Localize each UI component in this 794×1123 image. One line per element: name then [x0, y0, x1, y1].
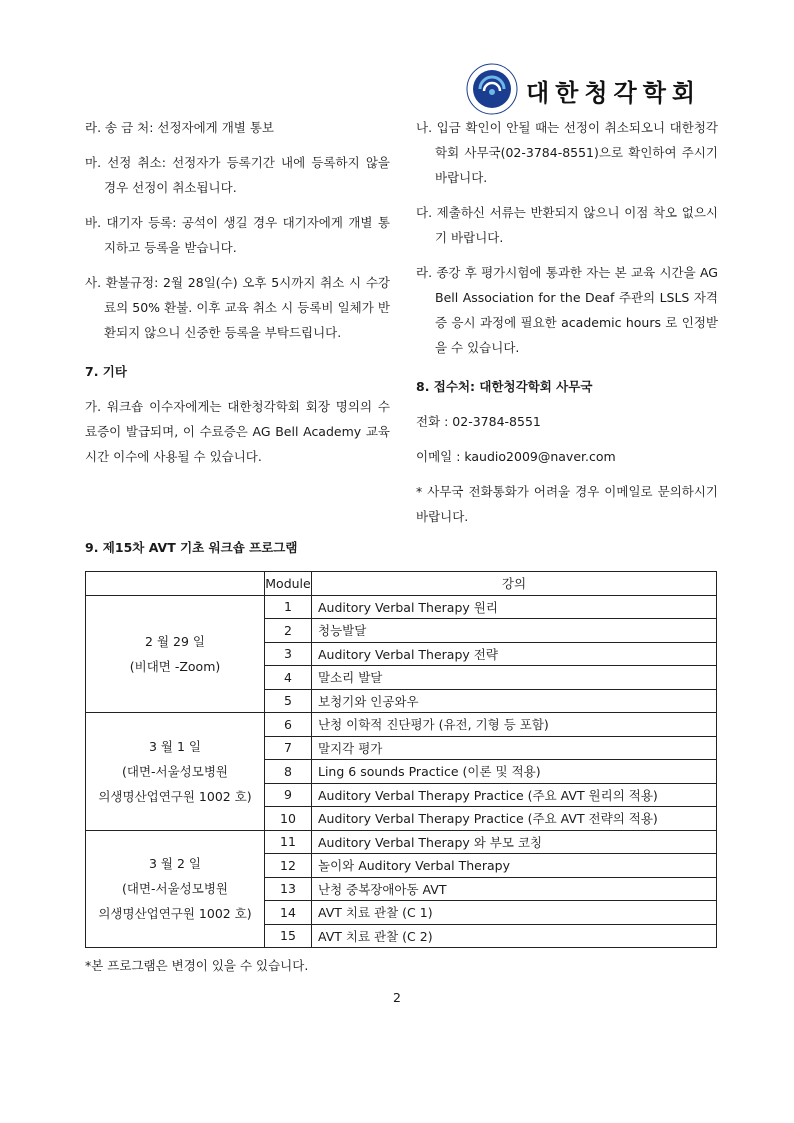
module-number: 6: [265, 713, 312, 737]
lecture-title: 말소리 발달: [312, 666, 717, 690]
lecture-title: AVT 치료 관찰 (C 1): [312, 901, 717, 925]
date-day3-line1: 3 월 2 일: [149, 856, 201, 872]
header-lecture: 강의: [312, 572, 717, 596]
date-cell-day2: [86, 713, 265, 831]
item-ba-waitlist: 바. 대기자 등록: 공석이 생길 경우 대기자에게 개별 통지하고 등록을 받습니다.: [85, 215, 390, 255]
date-day3-line2: (대면-서울성모병원: [122, 881, 228, 897]
item-na-deposit: 나. 입금 확인이 안될 때는 선정이 취소되오니 대한청각학회 사무국(02-3784-8551)으로 확인하여 주시기 바랍니다.: [416, 120, 718, 185]
module-number: 10: [265, 807, 312, 831]
date-day3-line3: 의생명산업연구원 1002 호): [98, 906, 252, 922]
lecture-title: AVT 치료 관찰 (C 2): [312, 924, 717, 948]
date-day2-line3: 의생명산업연구원 1002 호): [98, 788, 252, 804]
lecture-title: 난청 이학적 진단평가 (유전, 기형 등 포함): [312, 713, 717, 737]
table-header-row: [86, 572, 717, 596]
lecture-title: Auditory Verbal Therapy 와 부모 코칭: [312, 830, 717, 854]
left-column: [85, 115, 390, 469]
item-ma-cancellation: 마. 선정 취소: 선정자가 등록기간 내에 등록하지 않을 경우 선정이 취소됩니다.: [85, 155, 390, 195]
right-column: [416, 115, 718, 529]
lecture-title: 말지각 평가: [312, 736, 717, 760]
item-da-documents: 다. 제출하신 서류는 반환되지 않으니 이점 착오 없으시기 바랍니다.: [416, 205, 718, 245]
module-number: 1: [265, 595, 312, 619]
contact-email: 이메일 : kaudio2009@naver.com: [416, 449, 616, 464]
date-day1-line2: (비대면 -Zoom): [129, 658, 221, 674]
module-number: 13: [265, 877, 312, 901]
page-number: 2: [393, 990, 401, 1005]
program-title: 9. 제15차 AVT 기초 워크숍 프로그램: [85, 540, 298, 555]
module-number: 15: [265, 924, 312, 948]
section-8-title: 8. 접수처: 대한청각학회 사무국: [416, 379, 593, 394]
table-row: [86, 595, 717, 619]
module-number: 5: [265, 689, 312, 713]
table-row: [86, 830, 717, 854]
lecture-title: Auditory Verbal Therapy Practice (주요 AVT 원리의 적용): [312, 783, 717, 807]
lecture-title: Auditory Verbal Therapy 전략: [312, 642, 717, 666]
section-7-title: 7. 기타: [85, 364, 127, 379]
date-cell-day3: [86, 830, 265, 948]
item-sa-refund: 사. 환불규정: 2월 28일(수) 오후 5시까지 취소 시 수강료의 50% 환불. 이후 교육 취소 시 등록비 일체가 반환되지 않으니 신중한 등록을 부탁드립니다.: [85, 275, 390, 340]
contact-note: * 사무국 전화통화가 어려울 경우 이메일로 문의하시기 바랍니다.: [416, 484, 718, 524]
table-row: [86, 713, 717, 737]
item-ra-academic-hours: 라. 종강 후 평가시험에 통과한 자는 본 교육 시간을 AG Bell Association for the Deaf 주관의 LSLS 자격증 응시 과정에 필요한 academic hours 로 인정받을 수 있습니다.: [416, 265, 718, 355]
society-logo: [466, 63, 726, 117]
module-number: 4: [265, 666, 312, 690]
date-cell-day1: [86, 595, 265, 713]
module-number: 3: [265, 642, 312, 666]
society-emblem-icon: [466, 63, 518, 115]
lecture-title: Auditory Verbal Therapy Practice (주요 AVT 전략의 적용): [312, 807, 717, 831]
item-ga-certificate: 가. 워크숍 이수자에게는 대한청각학회 회장 명의의 수료증이 발급되며, 이 수료증은 AG Bell Academy 교육 시간 이수에 사용될 수 있습니다.: [85, 399, 390, 464]
contact-phone: 전화 : 02-3784-8551: [416, 414, 541, 429]
module-number: 2: [265, 619, 312, 643]
lecture-title: 청능발달: [312, 619, 717, 643]
lecture-title: Ling 6 sounds Practice (이론 및 적용): [312, 760, 717, 784]
item-ra-remittance: 라. 송 금 처: 선정자에게 개별 통보: [85, 120, 275, 135]
date-day2-line1: 3 월 1 일: [149, 738, 201, 754]
lecture-title: 놀이와 Auditory Verbal Therapy: [312, 854, 717, 878]
society-name: 대한청각학회: [526, 79, 702, 107]
header-date-cell: [86, 572, 265, 596]
module-number: 11: [265, 830, 312, 854]
program-footnote: *본 프로그램은 변경이 있을 수 있습니다.: [85, 958, 309, 973]
lecture-title: 난청 중복장애아동 AVT: [312, 877, 717, 901]
module-number: 7: [265, 736, 312, 760]
module-number: 12: [265, 854, 312, 878]
header-module: Module: [265, 572, 312, 596]
lecture-title: 보청기와 인공와우: [312, 689, 717, 713]
program-table: [85, 571, 717, 948]
module-number: 9: [265, 783, 312, 807]
date-day1-line1: 2 월 29 일: [145, 633, 205, 649]
module-number: 8: [265, 760, 312, 784]
date-day2-line2: (대면-서울성모병원: [122, 763, 228, 779]
lecture-title: Auditory Verbal Therapy 원리: [312, 595, 717, 619]
module-number: 14: [265, 901, 312, 925]
